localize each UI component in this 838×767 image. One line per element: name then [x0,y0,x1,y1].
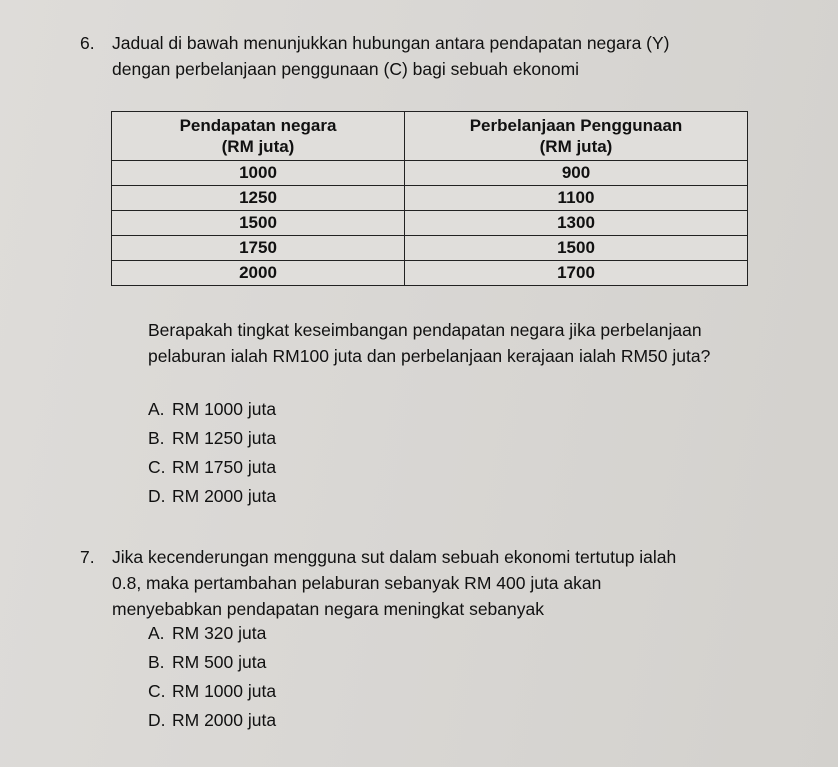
option-c[interactable] [148,453,276,482]
table-cell: 1000 [112,161,405,186]
table-cell: 1100 [405,186,748,211]
question-number: 7. [80,547,95,567]
option-d[interactable] [148,706,276,735]
table-row [112,261,748,286]
option-letter: D. [148,486,166,506]
option-letter: A. [148,623,165,643]
table-row [112,236,748,261]
table-cell: 1500 [112,211,405,236]
option-a[interactable] [148,619,276,648]
table-cell: 900 [405,161,748,186]
question-stem: Jika kecenderungan mengguna sut dalam sebuah ekonomi tertutup ialah 0.8, maka pertambahan pelaburan sebanyak RM 400 juta akan menyebabkan pendapatan negara meningkat sebanyak [112,547,677,619]
table-row [112,211,748,236]
question-stem: Jadual di bawah menunjukkan hubungan antara pendapatan negara (Y) dengan perbelanjaan penggunaan (C) bagi sebuah ekonomi [112,33,670,79]
table-cell: 1300 [405,211,748,236]
option-letter: A. [148,399,165,419]
option-letter: B. [148,652,165,672]
question-6-options [148,395,276,511]
option-text: RM 1000 juta [172,681,277,701]
option-text: RM 2000 juta [172,710,277,730]
option-d[interactable] [148,482,276,511]
option-b[interactable] [148,648,276,677]
option-text: RM 1000 juta [172,399,277,419]
option-letter: B. [148,428,165,448]
option-text: RM 320 juta [172,623,267,643]
option-text: RM 1750 juta [172,457,277,477]
option-letter: C. [148,457,166,477]
option-text: RM 2000 juta [172,486,277,506]
income-consumption-table [111,111,748,286]
table-row [112,161,748,186]
table-row [112,186,748,211]
table-cell: 1250 [112,186,405,211]
table-header-row [112,112,748,161]
table-cell: 1700 [405,261,748,286]
option-text: RM 500 juta [172,652,267,672]
option-a[interactable] [148,395,276,424]
question-number: 6. [80,33,95,53]
column-header-national-income: Pendapatan negara (RM juta) [112,112,405,161]
option-text: RM 1250 juta [172,428,277,448]
question-7-options [148,619,276,735]
option-letter: D. [148,710,166,730]
table-cell: 2000 [112,261,405,286]
option-b[interactable] [148,424,276,453]
option-c[interactable] [148,677,276,706]
question-6-prompt: Berapakah tingkat keseimbangan pendapatan negara jika perbelanjaan pelaburan ialah RM100 juta dan perbelanjaan kerajaan ialah RM50 juta? [148,320,711,366]
column-header-consumption: Perbelanjaan Penggunaan (RM juta) [405,112,748,161]
table-cell: 1500 [405,236,748,261]
table-cell: 1750 [112,236,405,261]
option-letter: C. [148,681,166,701]
